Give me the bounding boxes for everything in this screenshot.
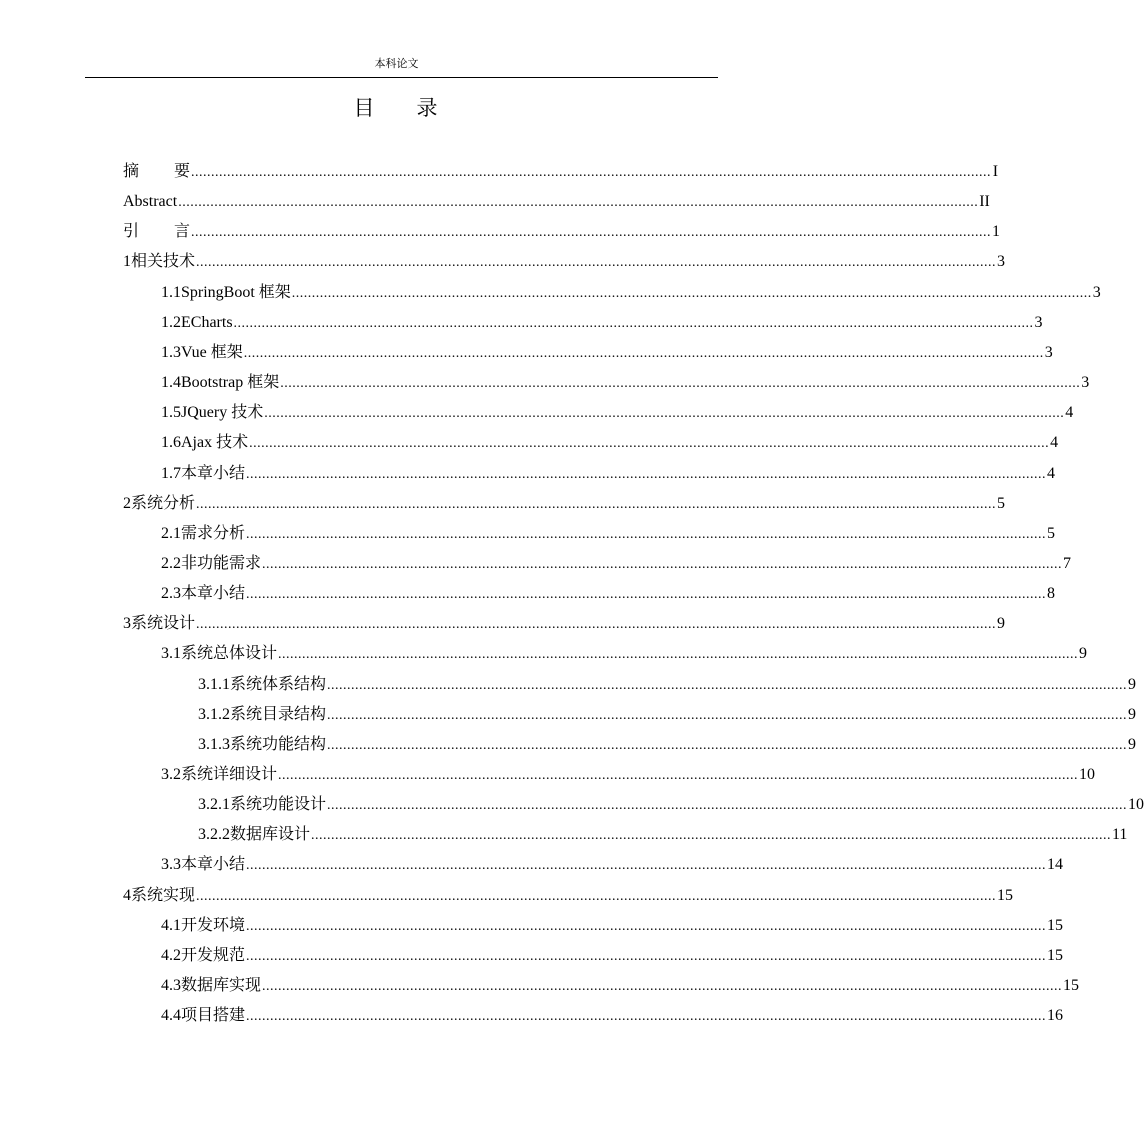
toc-entry-title: 本章小结 [181,856,246,874]
toc-entry-number: 3.3 [161,856,181,874]
toc-entry[interactable] [161,853,1064,877]
toc-entry-page-number: 9 [1128,735,1137,753]
toc-entry-title: Vue 框架 [181,343,243,361]
toc-entry-label [131,612,195,636]
toc-entry[interactable] [123,160,999,184]
toc-dot-leader: ........................................................................................................................................................................................................ [191,225,992,241]
toc-entry-label [123,160,190,184]
toc-entry[interactable] [161,522,1056,546]
toc-dot-leader: ........................................................................................................................................................................................................ [246,918,1047,934]
toc-entry[interactable] [161,1004,1064,1028]
toc-entry-title: 相关技术 [131,253,196,271]
toc-entry-label [230,703,326,727]
toc-entry-page-number: I [992,163,999,180]
toc-dot-leader: ........................................................................................................................................................................................................ [246,1009,1047,1025]
toc-entry-title: 系统分析 [131,494,196,512]
toc-entry-page-number: 5 [997,494,1006,512]
toc-entry[interactable] [161,552,1072,576]
toc-entry-label [123,220,190,244]
toc-entry-page-number: 9 [1079,645,1088,663]
toc-dot-leader: ........................................................................................................................................................................................................ [291,285,1092,301]
toc-dot-leader: ........................................................................................................................................................................................................ [191,165,992,180]
toc-entry-page-number: 9 [1128,705,1137,723]
toc-entry-page-number: 3 [1034,313,1043,331]
toc-entry-label [230,673,326,697]
toc-entry[interactable] [161,763,1096,787]
toc-entry-label [181,642,277,666]
toc-entry-number: 2 [123,494,131,512]
toc-entry-number: 3.2 [161,766,181,783]
toc-entry-title: 项目搭建 [181,1007,246,1025]
toc-entry-title: 系统目录结构 [230,705,327,723]
toc-entry[interactable] [198,733,1137,757]
toc-entry-label [131,884,195,908]
toc-entry-label [181,311,233,335]
toc-dot-leader: ........................................................................................................................................................................................................ [178,195,979,211]
toc-entry[interactable] [161,462,1056,486]
toc-entry-number: 3.1.3 [198,735,230,753]
toc-entry-title: ECharts [181,313,233,331]
toc-entry-label [181,371,279,395]
toc-entry[interactable] [198,673,1137,697]
toc-entry-label [181,281,291,305]
toc-entry-label [181,914,245,938]
toc-entry-title: 系统总体设计 [181,645,278,663]
toc-entry[interactable] [198,793,1144,817]
toc-entry-label [181,341,243,365]
toc-entry[interactable] [161,341,1053,365]
toc-entry-number: 1.6 [161,434,181,452]
toc-dot-leader: ........................................................................................................................................................................................................ [243,345,1044,361]
toc-dot-leader: ........................................................................................................................................................................................................ [311,828,1112,844]
toc-entry-title: 数据库实现 [181,977,262,995]
toc-entry-number: 1.1 [161,283,181,301]
header-rule [85,77,718,78]
toc-dot-leader: ........................................................................................................................................................................................................ [264,406,1065,422]
toc-dot-leader: ........................................................................................................................................................................................................ [249,436,1050,452]
toc-entry-page-number: 3 [997,253,1006,271]
toc-entry-title-part2: 言 [174,223,191,241]
toc-entry-number: 4.3 [161,977,181,995]
toc-entry-page-number: 5 [1047,524,1056,542]
toc-entry-page-number: 14 [1047,856,1064,874]
toc-entry-number: 1 [123,253,131,271]
toc-entry-page-number: 10 [1128,796,1144,814]
toc-entry-page-number: 9 [1128,675,1137,693]
toc-dot-leader: ........................................................................................................................................................................................................ [278,768,1079,783]
toc-entry-page-number: 10 [1079,766,1096,783]
toc-entry-title: 本章小结 [181,464,246,482]
toc-entry-label [181,974,261,998]
toc-entry-page-number: 15 [1047,916,1064,934]
toc-entry-label [181,431,248,455]
toc-dot-leader: ........................................................................................................................................................................................................ [246,858,1047,874]
toc-entry[interactable] [161,281,1101,305]
toc-dot-leader: ........................................................................................................................................................................................................ [278,647,1079,663]
toc-entry-number: 1.5 [161,404,181,422]
toc-entry-label [230,733,326,757]
toc-entry-label [181,763,277,787]
toc-entry-title: SpringBoot 框架 [181,283,291,301]
toc-entry-title: 系统功能设计 [230,796,327,814]
toc-entry-title: Abstract [123,193,178,211]
toc-entry[interactable] [123,250,1006,274]
toc-entry[interactable] [161,371,1090,395]
toc-entry-number: 1.2 [161,313,181,331]
toc-entry-title: 开发规范 [181,946,246,964]
toc-entry-number: 2.2 [161,554,181,572]
toc-entry-number: 4 [123,886,131,904]
toc-entry-page-number: 15 [1047,946,1064,964]
toc-dot-leader: ........................................................................................................................................................................................................ [246,587,1047,603]
toc-entry-page-number: 4 [1050,434,1059,452]
toc-dot-leader: ........................................................................................................................................................................................................ [246,466,1047,482]
toc-entry[interactable] [123,492,1006,516]
toc-dot-leader: ........................................................................................................................................................................................................ [196,255,997,271]
toc-entry[interactable] [161,642,1088,666]
toc-entry-page-number: 3 [1092,283,1101,301]
toc-entry-title: 系统设计 [131,615,196,633]
toc-entry-number: 1.7 [161,464,181,482]
toc-entry-number: 3.2.1 [198,796,230,814]
toc-entry[interactable] [161,431,1059,455]
toc-entry-label [181,582,245,606]
toc-entry-page-number: 16 [1047,1007,1064,1025]
toc-dot-leader: ........................................................................................................................................................................................................ [327,798,1128,814]
toc-entry-page-number: 3 [1044,343,1053,361]
toc-entry[interactable] [161,401,1074,425]
toc-dot-leader: ........................................................................................................................................................................................................ [327,707,1128,723]
title-char-2: 录 [416,96,440,120]
toc-dot-leader: ........................................................................................................................................................................................................ [262,979,1063,995]
toc-entry-label [181,944,245,968]
toc-entry-label [181,552,261,576]
toc-entry-page-number: 9 [997,615,1006,633]
toc-entry-label [181,401,263,425]
toc-entry-number: 2.3 [161,585,181,603]
toc-entry-number: 3.1.2 [198,705,230,723]
toc-dot-leader: ........................................................................................................................................................................................................ [196,617,997,633]
toc-entry-label [123,190,177,214]
toc-entry-number: 3.2.2 [198,826,230,844]
page-title [0,94,793,122]
toc-entry[interactable] [123,190,990,214]
toc-entry-title: Bootstrap 框架 [181,374,280,392]
toc-entry-number: 4.4 [161,1007,181,1025]
toc-entry[interactable] [198,703,1137,727]
toc-entry-title: Ajax 技术 [181,434,249,452]
toc-dot-leader: ........................................................................................................................................................................................................ [327,737,1128,753]
toc-entry-page-number: 1 [992,223,1001,241]
toc-entry-label [181,462,245,486]
toc-entry-number: 1.3 [161,343,181,361]
toc-entry[interactable] [123,884,1014,908]
toc-entry-number: 3 [123,615,131,633]
toc-entry-label [131,250,195,274]
toc-entry-page-number: 4 [1047,464,1056,482]
toc-entry-number: 3.1.1 [198,675,230,693]
toc-entry-title-part2: 要 [174,163,191,180]
toc-entry[interactable] [123,220,1001,244]
toc-entry-page-number: 11 [1112,826,1128,844]
toc-entry-number: 3.1 [161,645,181,663]
toc-entry-title: 系统功能结构 [230,735,327,753]
toc-entry-page-number: 15 [997,886,1014,904]
toc-entry-title: 非功能需求 [181,554,262,572]
toc-entry-label [181,522,245,546]
toc-entry-number: 4.1 [161,916,181,934]
toc-entry-title: 本章小结 [181,585,246,603]
toc-entry-page-number: 8 [1047,585,1056,603]
toc-entry-label [181,853,245,877]
toc-entry[interactable] [161,914,1064,938]
toc-entry-page-number: 7 [1063,554,1072,572]
toc-dot-leader: ........................................................................................................................................................................................................ [280,376,1081,392]
toc-entry[interactable] [161,582,1056,606]
toc-entry-number: 4.2 [161,946,181,964]
toc-entry-number: 1.4 [161,374,181,392]
toc-entry-label [131,492,195,516]
toc-entry-title: JQuery 技术 [181,404,264,422]
toc-entry-page-number: II [979,193,990,211]
toc-entry[interactable] [161,311,1043,335]
running-header: 本科论文 [374,58,419,70]
toc-entry-title: 系统实现 [131,886,196,904]
toc-entry-number: 2.1 [161,524,181,542]
toc-entry-label [230,823,310,847]
toc-entry-page-number: 15 [1063,977,1080,995]
toc-dot-leader: ........................................................................................................................................................................................................ [327,677,1128,693]
toc-entry-title: 开发环境 [181,916,246,934]
toc-dot-leader: ........................................................................................................................................................................................................ [196,496,997,512]
toc-entry-label [181,1004,245,1028]
toc-dot-leader: ........................................................................................................................................................................................................ [196,888,997,904]
toc-entry-page-number: 4 [1065,404,1074,422]
toc-entry-title: 摘 [123,163,140,180]
toc-entry-page-number: 3 [1081,374,1090,392]
toc-dot-leader: ........................................................................................................................................................................................................ [233,315,1034,331]
toc-entry[interactable] [198,823,1128,847]
toc-entry-title: 系统详细设计 [181,766,278,783]
toc-dot-leader: ........................................................................................................................................................................................................ [262,556,1063,572]
toc-entry[interactable] [123,612,1006,636]
toc-entry-title: 数据库设计 [230,826,311,844]
toc-entry-title: 需求分析 [181,524,246,542]
toc-entry-title: 引 [123,223,140,241]
toc-entry-title: 系统体系结构 [230,675,327,693]
toc-entry[interactable] [161,974,1080,998]
toc-entry-label [230,793,326,817]
toc-entry[interactable] [161,944,1064,968]
title-char-1: 目 [353,96,377,120]
toc-dot-leader: ........................................................................................................................................................................................................ [246,526,1047,542]
toc-dot-leader: ........................................................................................................................................................................................................ [246,948,1047,964]
